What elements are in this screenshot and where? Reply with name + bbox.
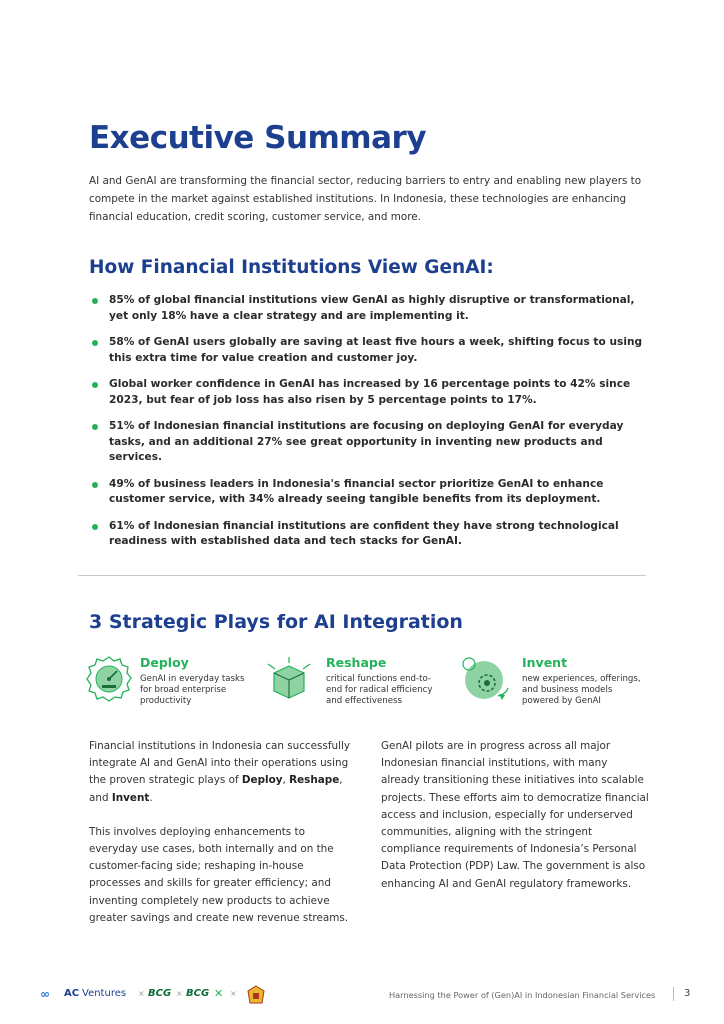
body-bold-invent: Invent: [111, 791, 150, 804]
bullet-item: [89, 419, 649, 466]
bullet-item: [89, 377, 649, 408]
footer-document-title: Harnessing the Power of (Gen)AI in Indonesian Financial Services: [389, 990, 656, 1000]
times-separator: ×: [138, 989, 145, 998]
body-paragraph: [89, 738, 354, 807]
page-title: Executive Summary: [89, 120, 427, 156]
acventures-logo-text: Ventures: [82, 988, 127, 999]
bullet-item: [89, 335, 649, 366]
emblem-logo: [242, 985, 270, 1005]
bcg-logo: BCG: [148, 988, 172, 999]
footer-separator: [673, 987, 674, 1001]
bullet-item: [89, 477, 649, 508]
bullet-text: Global worker confidence in GenAI has increased by 16 percentage points to 42% since 2023, but fear of job loss has also risen by 5 percentage points to 17%.: [109, 378, 631, 406]
body-text: ,: [282, 774, 290, 787]
body-column-right: [381, 738, 649, 910]
body-paragraph: GenAI pilots are in progress across all major Indonesian financial institutions, with many already transitioning these initiatives into scalable projects. These efforts aim to democratize financial access and inclusion, especially for underserved communities, aligning with the stringent compliance requirements of Indonesia’s Personal Data Protection (PDP) Law. The government is also enhancing AI and GenAI regulatory frameworks.: [381, 740, 649, 890]
play-title-reshape: Reshape: [326, 655, 387, 670]
page-number: 3: [684, 988, 691, 999]
play-title-invent: Invent: [522, 655, 568, 670]
bullet-text: 58% of GenAI users globally are saving at least five hours a week, shifting focus to using this extra time for value creation and customer joy.: [109, 336, 643, 364]
cube-icon: [266, 656, 312, 702]
acventures-logo-mark: ∞: [40, 987, 50, 1001]
body-bold-deploy: Deploy: [241, 774, 283, 787]
bullet-dot-icon: [92, 382, 98, 388]
bullet-text: 49% of business leaders in Indonesia's financial sector prioritize GenAI to enhance customer service, with 34% already seeing tangible benefits from its deployment.: [109, 477, 604, 505]
bullet-dot-icon: [92, 424, 98, 430]
bullet-text: 51% of Indonesian financial institutions are focusing on deploying GenAI for everyday tasks, and an additional 27% see great opportunity in inventing new products and services.: [109, 420, 624, 463]
genai-bullet-list: [89, 293, 649, 550]
footer-logos: [40, 985, 280, 1005]
intro-paragraph: AI and GenAI are transforming the financial sector, reducing barriers to entry and enabling new players to compete in the market against established institutions. In Indonesia, these technologies are enhancing financial education, credit scoring, customer service, and more.: [89, 175, 642, 223]
times-separator: ×: [176, 989, 183, 998]
play-desc-invent: new experiences, offerings, and business models powered by GenAI: [522, 674, 641, 706]
body-text: .: [149, 791, 153, 804]
bullet-item: [89, 519, 649, 550]
play-title-deploy: Deploy: [140, 655, 189, 670]
bullet-text: 85% of global financial institutions view GenAI as highly disruptive or transformational, yet only 18% have a clear strategy and are implementing it.: [109, 294, 635, 322]
bullet-dot-icon: [92, 298, 98, 304]
bullet-dot-icon: [92, 524, 98, 530]
section-heading-genai: How Financial Institutions View GenAI:: [89, 257, 494, 278]
body-text: Financial institutions in Indonesia can successfully integrate AI and GenAI into their operations using the proven strategic plays of: [89, 740, 351, 787]
body-column-left: [89, 738, 354, 944]
bullet-item: [89, 293, 649, 324]
play-desc-reshape: critical functions end-to-end for radical efficiency and effectiveness: [326, 674, 433, 706]
gauge-icon: [86, 656, 132, 702]
bullet-dot-icon: [92, 340, 98, 346]
play-desc-deploy: GenAI in everyday tasks for broad enterprise productivity: [140, 674, 245, 706]
bcgx-logo: BCG: [186, 988, 210, 999]
gears-icon: [458, 654, 510, 704]
body-paragraph: This involves deploying enhancements to everyday use cases, both internally and on the customer-facing side; reshaping in-house processes and skills for greater efficiency; and inventing completely new products to achieve greater savings and create new revenue streams.: [89, 825, 349, 924]
section-heading-plays: 3 Strategic Plays for AI Integration: [89, 611, 463, 633]
bullet-text: 61% of Indonesian financial institutions are confident they have strong technological readiness with established data and tech stacks for GenAI.: [109, 519, 619, 547]
body-bold-reshape: Reshape: [289, 774, 340, 787]
acventures-logo-ac: AC: [64, 988, 80, 999]
bullet-dot-icon: [92, 482, 98, 488]
bcgx-x-mark: ✕: [214, 987, 224, 1000]
times-separator: ×: [230, 989, 237, 998]
body-text: , and: [89, 774, 343, 804]
section-divider: [78, 575, 646, 576]
